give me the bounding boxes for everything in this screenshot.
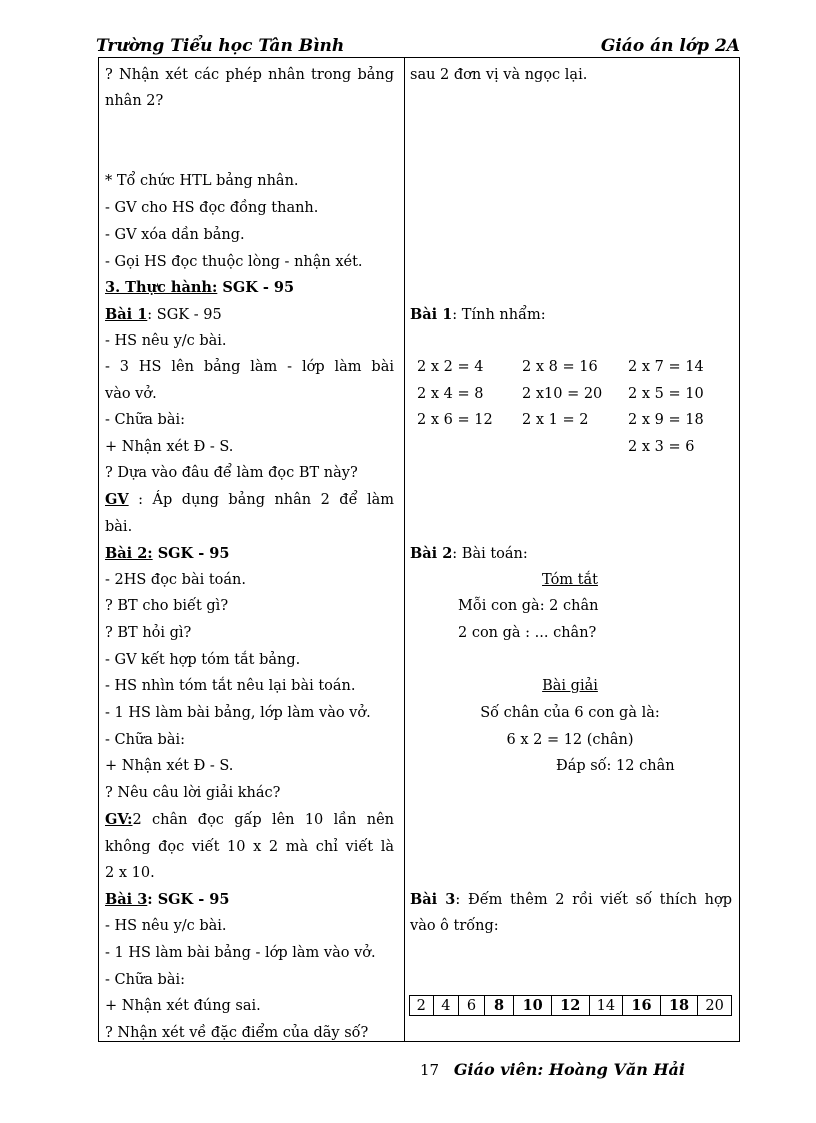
sequence-cell: 6	[458, 996, 484, 1015]
left-line: ? Nêu câu lời giải khác?	[105, 785, 281, 801]
left-line: ? Nhận xét về đặc điểm của dãy số?	[105, 1025, 369, 1041]
teacher-name: Giáo viên: Hoàng Văn Hải	[453, 1060, 685, 1079]
sequence-cell: 10	[513, 996, 551, 1015]
exercise-heading: Bài 2: Bài toán:	[410, 545, 528, 562]
math-item: 2 x 6 = 12	[417, 412, 493, 428]
left-line: - 1 HS làm bài bảng, lớp làm vào vở.	[105, 705, 371, 721]
summary-title: Tóm tắt	[542, 572, 598, 588]
left-line: - Gọi HS đọc thuộc lòng - nhận xét.	[105, 254, 363, 270]
exercise-heading: Bài 3: Đếm thêm 2 rồi viết số thích hợp	[410, 891, 733, 908]
left-line: ? Dựa vào đâu để làm đọc BT này?	[105, 465, 358, 481]
math-item: 2 x 5 = 10	[628, 386, 704, 402]
left-line: - Chữa bài:	[105, 732, 185, 748]
left-line: ? BT hỏi gì?	[105, 625, 192, 641]
sequence-cell: 14	[589, 996, 623, 1015]
summary-line: Mỗi con gà: 2 chân	[458, 598, 599, 614]
teacher-note: GV:2 chân đọc gấp lên 10 lần nên	[105, 811, 394, 828]
left-line: - GV cho HS đọc đồng thanh.	[105, 200, 319, 216]
left-line: - HS nêu y/c bài.	[105, 333, 227, 349]
solution-line: 6 x 2 = 12 (chân)	[506, 732, 634, 748]
exercise-heading: Bài 3: SGK - 95	[105, 891, 230, 908]
left-line: + Nhận xét đúng sai.	[105, 998, 261, 1014]
exercise-heading: Bài 1: Tính nhẩm:	[410, 306, 546, 323]
solution-title: Bài giải	[542, 678, 598, 694]
exercise-heading: Bài 1: SGK - 95	[105, 306, 222, 323]
sequence-cell: 12	[551, 996, 589, 1015]
left-line: không đọc viết 10 x 2 mà chỉ viết là	[105, 839, 394, 855]
sequence-cell: 2	[416, 998, 426, 1014]
sequence-cell: 18	[660, 996, 698, 1015]
section-heading: 3. Thực hành: SGK - 95	[105, 279, 295, 296]
summary-line: 2 con gà : ... chân?	[458, 625, 597, 641]
left-line: - 2HS đọc bài toán.	[105, 572, 246, 588]
sequence-cell: 20	[697, 996, 731, 1015]
math-item: 2 x 9 = 18	[628, 412, 704, 428]
left-line: + Nhận xét Đ - S.	[105, 439, 234, 455]
exercise-heading: Bài 2: SGK - 95	[105, 545, 230, 562]
math-item: 2 x 2 = 4	[417, 359, 484, 375]
page-header	[96, 36, 740, 58]
left-line: - 3 HS lên bảng làm - lớp làm bài	[105, 359, 394, 375]
math-item: 2 x 3 = 6	[628, 439, 695, 455]
left-line: ? Nhận xét các phép nhân trong bảng	[105, 67, 394, 83]
math-item: 2 x10 = 20	[522, 386, 603, 402]
sequence-cell: 8	[484, 996, 514, 1015]
column-divider	[404, 58, 405, 1041]
math-item: 2 x 1 = 2	[522, 412, 589, 428]
left-line: bài.	[105, 519, 133, 535]
math-item: 2 x 8 = 16	[522, 359, 598, 375]
left-line: * Tổ chức HTL bảng nhân.	[105, 173, 299, 189]
left-line: nhân 2?	[105, 93, 164, 109]
left-line: - HS nhìn tóm tắt nêu lại bài toán.	[105, 678, 356, 694]
left-line: 2 x 10.	[105, 865, 155, 881]
left-line: + Nhận xét Đ - S.	[105, 758, 234, 774]
sequence-cell: 4	[433, 996, 459, 1015]
grade-label: Giáo án lớp 2A	[600, 36, 740, 56]
solution-answer: Đáp số: 12 chân	[556, 758, 675, 774]
left-line: - GV kết hợp tóm tắt bảng.	[105, 652, 301, 668]
right-line: vào ô trống:	[410, 918, 499, 934]
left-line: - GV xóa dần bảng.	[105, 227, 245, 243]
page-number: 17	[420, 1061, 440, 1079]
math-item: 2 x 7 = 14	[628, 359, 704, 375]
math-item: 2 x 4 = 8	[417, 386, 484, 402]
teacher-note: GV : Áp dụng bảng nhân 2 để làm	[105, 491, 394, 508]
left-line: - Chữa bài:	[105, 972, 185, 988]
sequence-cell: 16	[622, 996, 660, 1015]
right-line: sau 2 đơn vị và ngọc lại.	[410, 67, 588, 83]
school-name: Trường Tiểu học Tân Bình	[96, 36, 345, 56]
number-sequence-boxes	[409, 995, 732, 1016]
left-line: - Chữa bài:	[105, 412, 185, 428]
left-line: - 1 HS làm bài bảng - lớp làm vào vở.	[105, 945, 376, 961]
page-footer	[420, 1060, 685, 1079]
solution-line: Số chân của 6 con gà là:	[480, 705, 660, 721]
left-line: ? BT cho biết gì?	[105, 598, 229, 614]
left-line: - HS nêu y/c bài.	[105, 918, 227, 934]
left-line: vào vở.	[105, 386, 157, 402]
